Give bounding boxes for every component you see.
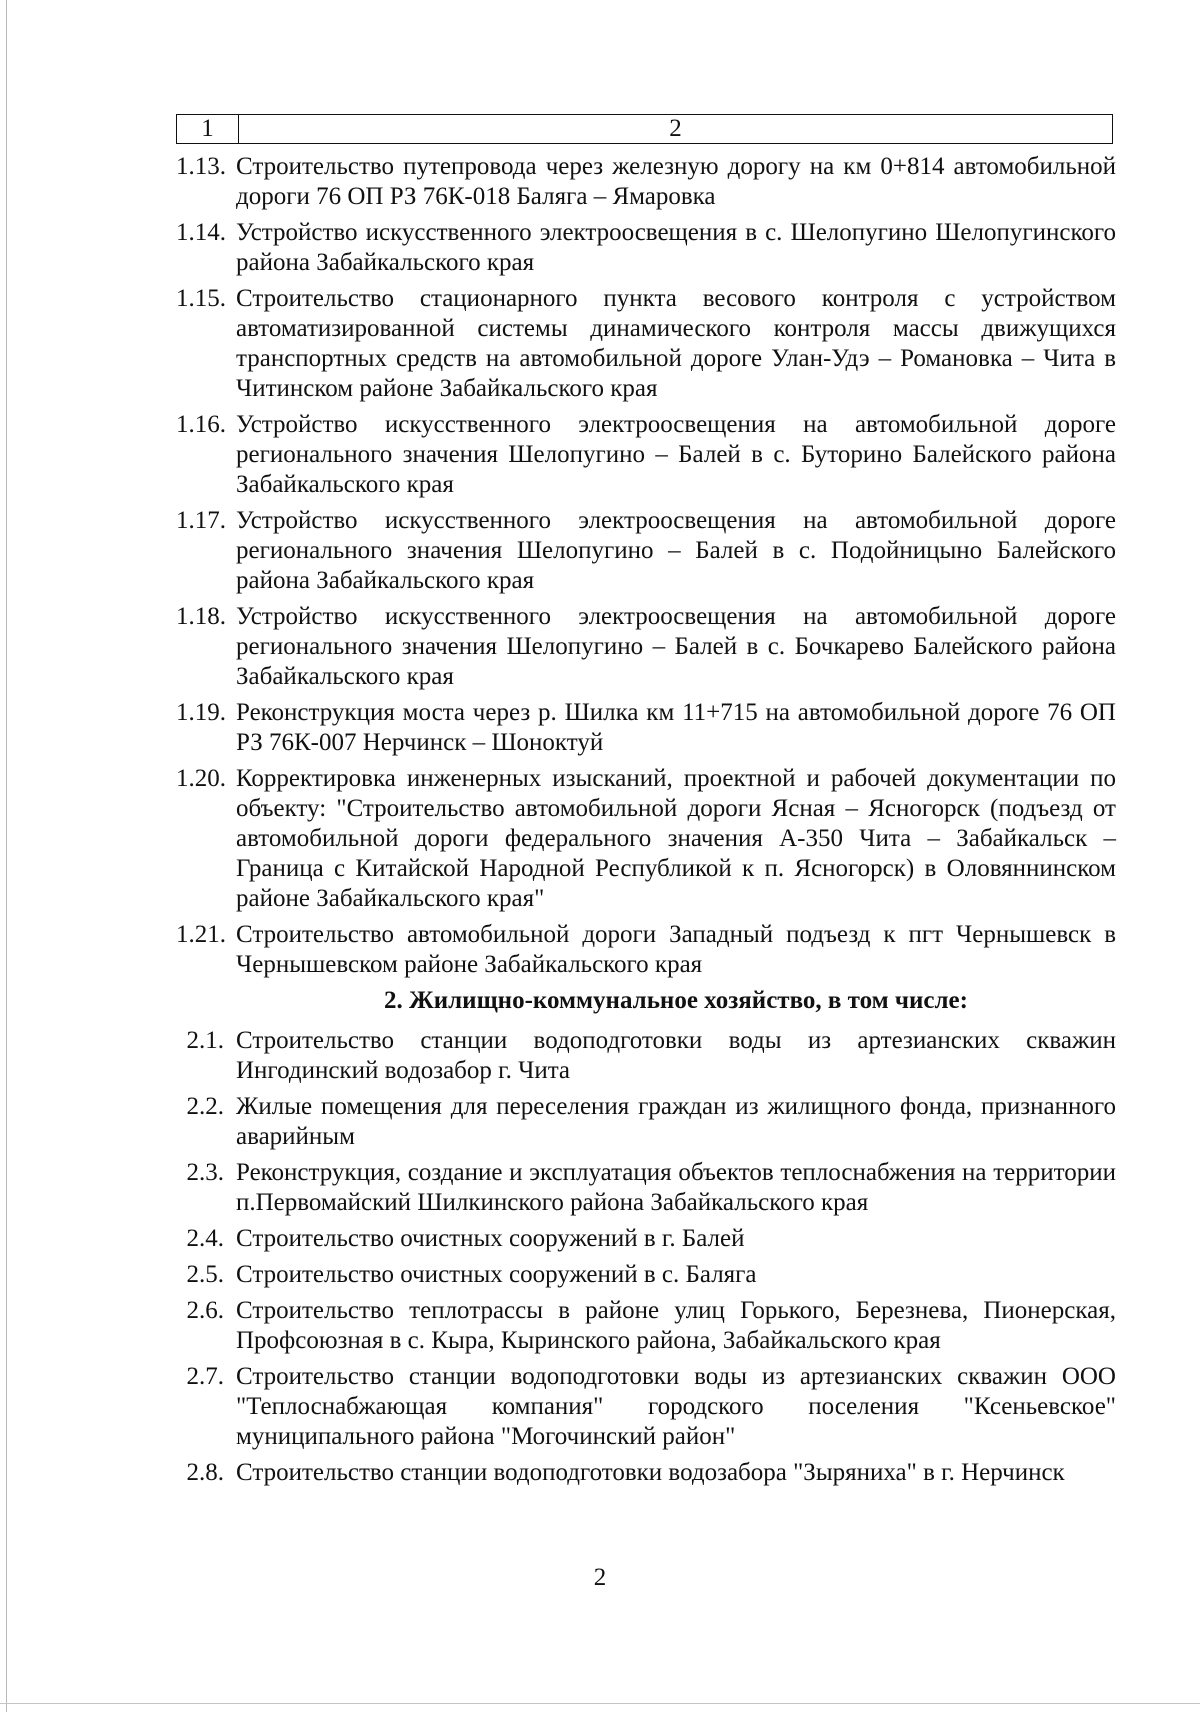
list-item (176, 602, 1116, 692)
section-title: 2. Жилищно-коммунальное хозяйство, в том числе: (384, 987, 968, 1014)
item-number: 2.3. (186, 1159, 224, 1186)
item-text: Строительство очистных сооружений в с. Баляга (236, 1261, 757, 1288)
list-item (176, 1092, 1116, 1152)
list-item (176, 698, 1116, 758)
item-text: Устройство искусственного электроосвещения на автомобильной дороге регионального значения Шелопугино – Балей в с. Бочкарево Балейского района Забайкальского края (236, 603, 1116, 690)
list-item (176, 152, 1116, 212)
list-item (176, 1026, 1116, 1086)
item-text: Реконструкция, создание и эксплуатация объектов теплоснабжения на территории п.Первомайский Шилкинского района Забайкальского края (236, 1159, 1116, 1216)
item-text: Строительство автомобильной дороги Западный подъезд к пгт Чернышевск в Чернышевском районе Забайкальского края (236, 921, 1116, 978)
list-item (176, 1158, 1116, 1218)
list-item (176, 218, 1116, 278)
list-item (176, 284, 1116, 404)
list-item (176, 1260, 1116, 1290)
item-number: 1.13. (176, 153, 226, 180)
item-number: 2.8. (186, 1459, 224, 1486)
list-item (176, 764, 1116, 914)
item-number: 2.2. (186, 1093, 224, 1120)
list-item (176, 410, 1116, 500)
item-number: 1.17. (176, 507, 226, 534)
column-header-2: 2 (669, 115, 682, 142)
item-number: 1.20. (176, 765, 226, 792)
scan-edge-left (6, 0, 7, 1712)
item-number: 1.21. (176, 921, 226, 948)
list-item (176, 506, 1116, 596)
document-content (176, 152, 1116, 1494)
item-number: 1.19. (176, 699, 226, 726)
item-text: Строительство станции водоподготовки водозабора "Зыряниха" в г. Нерчинск (236, 1459, 1065, 1486)
page-number: 2 (593, 1564, 607, 1591)
item-text: Строительство путепровода через железную дорогу на км 0+814 автомобильной дороги 76 ОП РЗ 76К-018 Баляга – Ямаровка (236, 153, 1116, 210)
item-text: Строительство станции водоподготовки воды из артезианских скважин Ингодинский водозабор г. Чита (236, 1027, 1116, 1084)
list-item (176, 1362, 1116, 1452)
item-text: Устройство искусственного электроосвещения на автомобильной дороге регионального значения Шелопугино – Балей в с. Буторино Балейского района Забайкальского края (236, 411, 1116, 498)
list-item (176, 920, 1116, 980)
item-text: Корректировка инженерных изысканий, проектной и рабочей документации по объекту: "Строительство автомобильной дороги Ясная – Ясногорск (подъезд от автомобильной дороги федерального значения А-350 Чита – Забайкальск – Граница с Китайской Народной Республикой к п. Ясногорск) в Оловяннинском районе Забайкальского края" (236, 765, 1116, 912)
item-text: Реконструкция моста через р. Шилка км 11+715 на автомобильной дороге 76 ОП РЗ 76К-007 Нерчинск – Шоноктуй (236, 699, 1116, 756)
item-number: 1.16. (176, 411, 226, 438)
list-item (176, 1458, 1116, 1488)
list-item (176, 1224, 1116, 1254)
item-text: Устройство искусственного электроосвещения на автомобильной дороге регионального значения Шелопугино – Балей в с. Подойницыно Балейского района Забайкальского края (236, 507, 1116, 594)
item-number: 1.18. (176, 603, 226, 630)
item-text: Строительство стационарного пункта весового контроля с устройством автоматизированной системы динамического контроля массы движущихся транспортных средств на автомобильной дороге Улан-Удэ – Романовка – Чита в Читинском районе Забайкальского края (236, 285, 1116, 402)
scan-edge-bottom (0, 1703, 1200, 1704)
item-text: Устройство искусственного электроосвещения в с. Шелопугино Шелопугинского района Забайкальского края (236, 219, 1116, 276)
item-text: Жилые помещения для переселения граждан из жилищного фонда, признанного аварийным (236, 1093, 1116, 1150)
item-number: 1.14. (176, 219, 226, 246)
item-number: 2.4. (186, 1225, 224, 1252)
table-column-header (176, 114, 1113, 144)
list-item (176, 1296, 1116, 1356)
item-number: 1.15. (176, 285, 226, 312)
item-number: 2.5. (186, 1261, 224, 1288)
item-text: Строительство теплотрассы в районе улиц Горького, Березнева, Пионерская, Профсоюзная в с. Кыра, Кыринского района, Забайкальского края (236, 1297, 1116, 1354)
item-text: Строительство станции водоподготовки воды из артезианских скважин ООО "Теплоснабжающая компания" городского поселения "Ксеньевское" муниципального района "Могочинский район" (236, 1363, 1116, 1450)
column-header-1: 1 (177, 115, 239, 143)
item-number: 2.7. (186, 1363, 224, 1390)
item-number: 2.1. (186, 1027, 224, 1054)
item-text: Строительство очистных сооружений в г. Балей (236, 1225, 745, 1252)
item-number: 2.6. (186, 1297, 224, 1324)
